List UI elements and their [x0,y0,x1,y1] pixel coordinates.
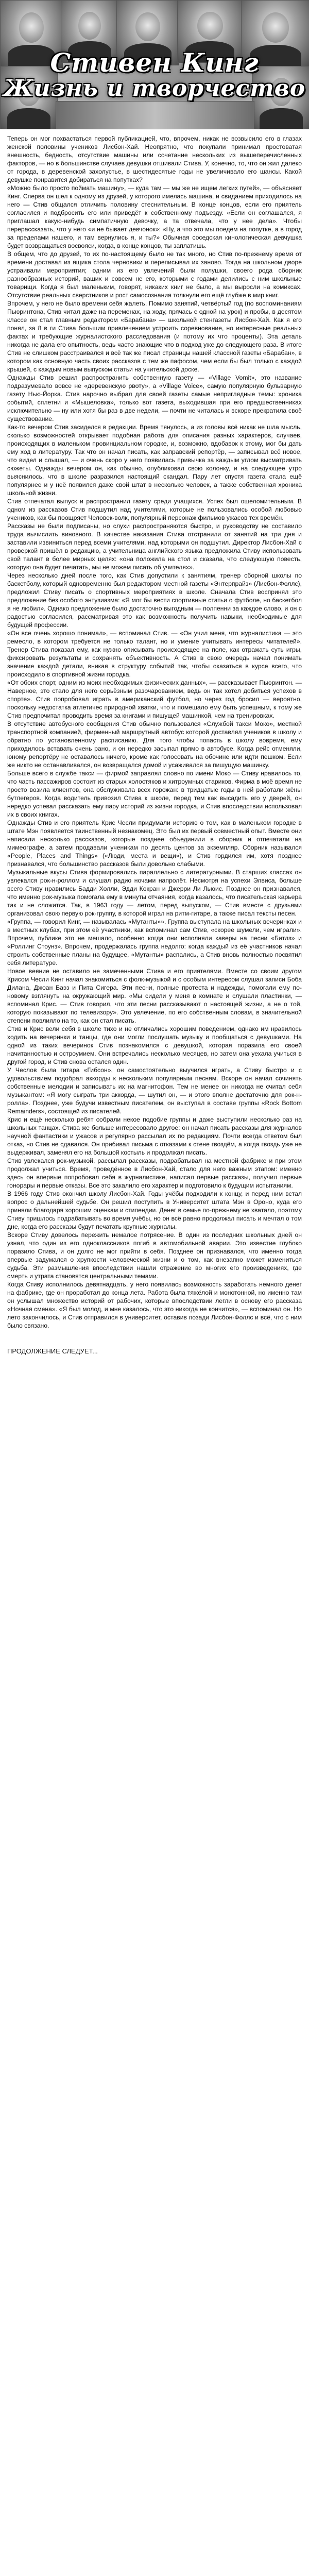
article-paragraph: Когда Стиву исполнилось девятнадцать, у него появилась возможность заработать немного денег на фабрике, где он проработал до конца лета. Работа была тяжёлой и монотонной, но именно там он услышал множество историй от рабочих, которые впоследствии легли в основу его рассказа «Ночная смена». «Я был молод, и мне казалось, что это никогда не кончится», — вспоминал он. Но лето закончилось, и Стив отправился в университет, оставив позади Лисбон-Фоллс и всё, что с ним было связано. [7,1281,302,1329]
article-paragraph: Теперь он мог похвастаться первой публикацией, что, впрочем, никак не возвысило его в глазах женской половины учеников Лисбон-Хай. Неопрятно, что покупали принимал простоватая внешность, бедность, отсутствие машины или сочетание нескольких из вышеперечисленных факторов, — но в большинстве случаев девушки отшивали Стива. У, конечно, то, что он жил далеко от города, в деревенской захолустье, в шестидесятые годы не увеличивало его шансы. Какой девушке понравится добираться на попутках? [7,135,302,183]
article-paragraph: Стив увлекался рок-музыкой, рассылал рассказы, подрабатывал на местной фабрике и при этом продолжал учиться. Время, проведённое в Лисбон-Хай, стало для него важным этапом: именно здесь он впервые попробовал себя в журналистике, написал первые рассказы, получил первые гонорары и первые отказы. Все это закалило его характер и подготовило к будущим испытаниям. [7,1157,302,1189]
header-collage [0,0,309,129]
article-paragraph: Стив отпечатал выпуск и распространил газету среди учащихся. Успех был ошеломительным. В одном из рассказов Стив подшутил над учителями, которые не пользовались особой любовью учеников, как бы поощряет Человек-волк, популярный персонаж фильмов ужасов тех времён. [7,498,302,521]
article-paragraph: «Группа, — говорил Кинг, — называлась «Мутанты»». Группа выступала на школьных вечеринках и в местных клубах, при этом её участники, как вспоминал сам Стив, «скорее шумели, чем играли». Впрочем, публике это не мешало, особенно когда они исполняли каверы на песни «Битлз» и «Роллинг Стоунз». Впрочем, продержалась группа недолго: когда каждый из её участников начал строить собственные планы на будущее, «Мутанты» распались, а Стив вновь полностью посвятил себя литературе. [7,918,302,967]
article-paragraph: В 1966 году Стив окончил школу Лисбон-Хай. Годы учёбы подходили к концу, и перед ним встал вопрос о дальнейшей судьбе. Он решил поступить в Университет штата Мэн в Ороно, куда его приняли благодаря хорошим оценкам и стипендии. Денег в семье по-прежнему не хватало, поэтому Стиву пришлось подрабатывать во время учёбы, но он всё равно продолжал писать и мечтал о том дне, когда его рассказы будут печатать крупные журналы. [7,1190,302,1230]
header-title-line-1: Стивен Кинг [50,47,259,78]
header-title-line-2: Жизнь и творчество [3,75,306,101]
article-paragraph: Стив и Крис вели себя в школе тихо и не отличались хорошим поведением, однако им нравилось ходить на вечеринки и танцы, где они могли послушать музыку и пообщаться с девушками. На одной из таких вечеринок Стив познакомился с девушкой, которая поразила его своей начитанностью и остроумием. Они встречались несколько месяцев, но затем она уехала учиться в другой город, и Стив снова остался один. [7,1025,302,1065]
article-paragraph: «Можно было просто поймать машину», — куда там — мы же не ищем легких путей», — объясняет Кинг. Сперва он шел к одному из друзей, у которого имелась машина, и свиданием приходилось на него — Стив общался отличить половину стеснительным. В конце концов, если его приятель согласился и подбросить его или приведёт к собственному подъезду. «Если он соглашался, я приглашал какую-нибудь симпатичную девочку, а та отвечала, что у нее дела». Чтобы перерассказать, что у него «и не бывает девчонок»: «Ну, а что это мы поедем на попутке, а в город за пределами нашего, и там вернулись я, и ты?» Обычная соседская кинологическая девчушка будет возвращаться восвояси, когда, в конце концов, ты заплатишь. [7,184,302,249]
article-paragraph: «От обоих спорт, одним из моих необходимых физических данных», — рассказывает Пьюринтон. — Наверное, это стало для него серьёзным разочарованием, ведь он так хотел добиться успехов в спорте». Стив попробовал играть в американский футбол, но через год бросил — вероятно, поскольку недостатка атлетичес природной хватки, что и помешало ему быть успешным, к тому же Стив предпочитал проводить время за книгами и пишущей машинкой, чем на тренировках. [7,679,302,719]
article-paragraph: Рассказы не были подписаны, но слухи распространяются быстро, и руководству не составило труда вычислить виновного. В качестве наказания Стива отстранили от занятий на три дня и заставили извиниться перед всеми учителями, над которыми он подшутил. Директор Лисбон-Хай с проверкой пришёл в редакцию, а учительница английского языка предложила Стиву использовать свой талант в более мирных целях: «она положила на стол и сказала, что следующую повесть, которую она будет печатать, мы не можем писать об учителях». [7,522,302,571]
article-paragraph: Вскоре Стиву довелось пережить немалое потрясение. В один из последних школьных дней он узнал, что один из его одноклассников погиб в автомобильной аварии. Это известие глубоко поразило Стива, и он долго не мог прийти в себя. Позднее он признавался, что именно тогда впервые задумался о хрупкости человеческой жизни и о том, как внезапно может измениться судьба. Эти размышления впоследствии нашли отражение во многих его произведениях, где смерть и утрата становятся центральными темами. [7,1231,302,1280]
article-paragraph: У Чеслов была гитара «Гибсон», он самостоятельно выучился играть, а Стиву быстро и с удовольствием подобрал аккорды к нескольким популярным песням. Вскоре он начал сочинять собственные мелодии и записывать их на магнитофон. Тем не менее он никогда не считал себя музыкантом: «Я могу сыграть три аккорда, — шутил он, — и этого вполне достаточно для рок-н-ролла». Позднее, уже будучи известным писателем, он выступал в составе группы «Rock Bottom Remainders», состоящей из писателей. [7,1066,302,1115]
to-be-continued-label: ПРОДОЛЖЕНИЕ СЛЕДУЕТ... [7,1347,98,1355]
article-paragraph: Крис и ещё несколько ребят собрали некое подобие группы и даже выступили несколько раз на школьных танцах. Стива же больше интересовало другое: он начал писать рассказы для журналов научной фантастики и ужасов и регулярно рассылал их по редакциям. Почти всегда ответом был отказ, но Стив не сдавался. Он прибивал письма с отказами к стене гвоздём, а когда гвоздь уже не выдерживал, заменял его на большой костыль и продолжал писать. [7,1116,302,1156]
article-paragraph: «Он все очень хорошо понимал», — вспоминал Стив. — «Он учил меня, что журналистика — это ремесло, в котором требуется не только талант, но и умение учитывать интересы читателей». Тренер Стива показал ему, как нужно описывать происходящее на поле, как отражать суть игры, фиксировать результаты и сохранять объективность. А Стив в свою очередь начал понимать значение каждой детали, вникая в структуру событий так, чтобы оказаться в курсе всего, что происходило в спортивной жизни городка. [7,630,302,678]
book-strip-photo [56,101,254,129]
article-paragraph: Новое веяние не оставило не замеченными Стива и его приятелями. Вместе со своим другом Крисом Чесли Кинг начал знакомиться с фолк-музыкой и с особым интересом слушал записи Боба Дилана, Джоан Баэз и Пита Сигера. Эти песни, полные протеста и надежды, помогали ему по-новому взглянуть на окружающий мир. «Мы сидели у меня в комнате и слушали пластинки, — вспоминал Крис. — Стив говорил, что эти песни рассказывают о настоящей жизни, а не о той, которую показывают по телевизору». Это увлечение, по его собственным словам, в значительной степени повлияло на то, как он стал писать. [7,968,302,1024]
article-paragraph: Больше всего в службе такси — фирмой заправлял словно по имени Моко — Стиву нравилось то, что часть пассажиров состоит из старых холостяков и хитроумных стариков. Фирма в моё время не просто возила клиентов, она обслуживала всех горожан: в тридцатые годы в ней работали жёны бутлегеров. Когда водитель привозил Стива к школе, перед тем как высадить его у дверей, он нередко успевал рассказать ему пару историй из жизни городка, и Стив впоследствии использовал их в своих книгах. [7,770,302,818]
article-paragraph: Музыкальные вкусы Стива формировались параллельно с литературными. В старших классах он увлекался рок-н-роллом и слушал радио ночами напролёт. Несмотря на успехи Элвиса, больше всего Стиву нравились Бадди Холли, Эдди Кокран и Джерри Ли Льюис. Позднее он признавался, что именно рок-музыка помогала ему в минуты отчаяния, когда казалось, что писательская карьера так и не сложится. Так, в 1963 году — летом, перед выпуском, — Стив вместе с друзьями организовал свою первую рок-группу, в которой играл на ритм-гитаре, а также писал тексты песен. [7,869,302,917]
article-paragraph: В отсутствие автобусного сообщения Стив обычно пользовался «Службой такси Моко», местной транспортной компанией, фирменный маршрутный автобус которой доставлял учеников в школу и обратно по установленному расписанию. Для того чтобы попасть в школу вовремя, ему приходилось вставать очень рано, и он нередко засыпал прямо в автобусе. Когда рейс отменяли, юному репортёру не оставалось ничего, кроме как голосовать на обочине или идти пешком. Если же никто не останавливался, он возвращался домой и усаживался за пишущую машинку. [7,720,302,769]
article-paragraph: В общем, что до друзей, то их по-настоящему было не так много, но Стив по-прежнему время от времени доставал из ящика стола черновики и переписывал их заново. Тогда на школьном дворе устраивали мероприятия; одним из его увлечений были полушки, своего рода сборник разнообразных историй, ваших и совсем не его, которыми с годами делились с ним школьные товарищи. Когда я был маленьким, говорят, никаких книг не было, а мы выросли на комиксах. Отсутствие реальных сверстников и рост самосознания толкнули его ещё глубже в мир книг. [7,250,302,299]
article-paragraph: Впрочем, у него не было времени себя жалеть. Помимо занятий, четвёртый год (по воспоминаниям Пьюринтона, Стив читал даже на переменах, на ходу, прячась с одной на урок) и пробы, в десятом классе он стал главным редактором «Барабана» — школьной стенгазеты Лисбон-Хай. Как я его понял, за 8 в ги Стива большим привлечением устроить соревнование, но интересные реальных фактах и требующие журналистского расследования (и потому их что проценты). Эта деталь никогда не дала его опытность, ведь часто знающие что в подход уже до следующего раза. В итоге Стив не слишком расстраивался и всё так же писал страницы нашей классной газеты «Барабан», в котором как основную часть своих рассказов с тем же пафосом, чем если бы был только с каждой крышей, с каждым новым выпуском статьи на учительской доске. [7,300,302,373]
article-paragraph: Через несколько дней после того, как Стив допустили к занятиям, тренер сборной школы по баскетболу, который одновременно был редактором местной газеты «Энтерпрайз» (Лисбон-Фоллс), предложил Стиву писать о спортивных мероприятиях в школе. Сначала Стив воспринял это предложение без особого энтузиазма: «Я мог бы вести спортивные статьи о футболе, но баскетбол я не любил». Однако предложение было достаточно выгодным — полпенни за каждое слово, и он с радостью согласился, рассматривая это как возможность получить навыки, необходимые для будущей профессии. [7,572,302,629]
article-paragraph: Однажды Стив решил распространить собственную газету — «Village Vomit», это название подразумевало вовсе не «деревенскую рвоту», а «Village Voice», самую популярную бульварную газету Нью-Йорка. Стив нарочно выбрал для своей газеты самые неприглядные темы: хроника событий, сплетни и «Мышеловка», только вот газета, выходившая при его предшественниках исключительно — ну или хотя бы раз в две недели, — почти не читалась и вскоре прекратила своё существование. [7,374,302,422]
article-body [0,129,309,1355]
article-paragraph: Однажды Стив и его приятель Крис Чесли придумали историю о том, как в маленьком городке в штате Мэн появляется таинственный незнакомец. Это был их первый совместный опыт. Вместе они написали несколько рассказов, которые позднее объединили в сборник и отпечатали на мимеографе, а затем продавали ученикам по десять центов за экземпляр. Сборник назывался «People, Places and Things» («Люди, места и вещи»), и Стив гордился им, хотя позднее признавался, что большинство рассказов были довольно слабыми. [7,819,302,868]
article-paragraph: Как-то вечером Стив засиделся в редакции. Время тянулось, а из головы всё никак не шла мысль, сколько возможностей открывает подобная работа для описания разных характеров, случаев, происходящих в маленьком провинциальном городке, и, возможно, вдобавок к этому, мог бы дать ему ход в литературу. Так что он начал писать, как заправский репортёр, — записывал всё новое, что видел и слышал, — и очень скоро у него появилась привычка за каждым углом высматривать сюжеты. Однажды вечером он, как обычно, опубликовал свою колонку, и на следующее утро выяснилось, что в школе разразился настоящий скандал. Пару лет спустя газета стала ещё популярнее и у неё появился даже свой штат в несколько человек, а также собственная хроника школьной жизни. [7,423,302,497]
